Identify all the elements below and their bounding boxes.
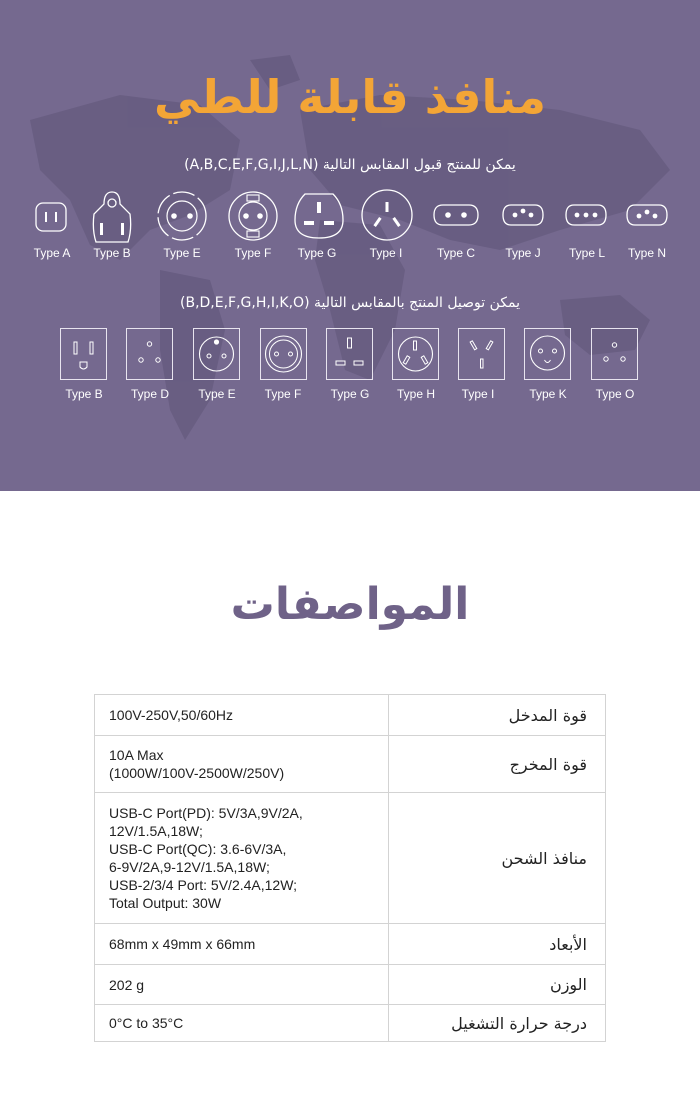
spec-label: الوزن bbox=[389, 965, 606, 1005]
socket-label-type-h: Type H bbox=[396, 387, 436, 401]
type-i-socket-icon bbox=[458, 328, 505, 380]
plug-label-type-a: Type A bbox=[33, 246, 71, 260]
type-d-socket-icon bbox=[126, 328, 173, 380]
socket-label-type-k: Type K bbox=[529, 387, 567, 401]
plug-label-type-i: Type I bbox=[369, 246, 403, 260]
plug-label-type-c: Type C bbox=[436, 246, 476, 260]
spec-value-line: 100V-250V,50/60Hz bbox=[109, 707, 234, 723]
type-n-plug-icon bbox=[626, 203, 668, 227]
type-f-socket-icon bbox=[260, 328, 307, 380]
table-row bbox=[95, 924, 606, 965]
spec-value bbox=[95, 736, 389, 793]
type-o-socket-icon bbox=[591, 328, 638, 380]
type-f-plug-icon bbox=[227, 190, 279, 242]
table-row bbox=[95, 965, 606, 1005]
type-l-plug-icon bbox=[565, 203, 607, 227]
plug-label-type-e: Type E bbox=[163, 246, 201, 260]
socket-label-type-d: Type D bbox=[130, 387, 170, 401]
spec-value-line: USB-C Port(PD): 5V/3A,9V/2A, bbox=[109, 805, 303, 821]
type-j-plug-icon bbox=[502, 203, 544, 227]
socket-label-type-i: Type I bbox=[461, 387, 495, 401]
plug-label-type-l: Type L bbox=[568, 246, 606, 260]
plug-label-type-b: Type B bbox=[93, 246, 131, 260]
type-h-socket-icon bbox=[392, 328, 439, 380]
spec-value-line: USB-2/3/4 Port: 5V/2.4A,12W; bbox=[109, 877, 298, 893]
spec-value-line: Total Output: 30W bbox=[109, 895, 222, 911]
spec-value-line: (1000W/100V-2500W/250V) bbox=[109, 765, 285, 781]
spec-label: درجة حرارة التشغيل bbox=[389, 1005, 606, 1042]
spec-value-line: 10A Max bbox=[109, 747, 164, 763]
spec-value bbox=[95, 793, 389, 924]
spec-value bbox=[95, 695, 389, 736]
spec-label: منافذ الشحن bbox=[389, 793, 606, 924]
spec-value bbox=[95, 1005, 389, 1042]
spec-label: قوة المخرج bbox=[389, 736, 606, 793]
table-row bbox=[95, 793, 606, 924]
spec-value bbox=[95, 924, 389, 965]
banner-title: منافذ قابلة للطي bbox=[154, 70, 546, 124]
plug-label-type-j: Type J bbox=[505, 246, 541, 260]
type-g-socket-icon bbox=[326, 328, 373, 380]
specs-table bbox=[94, 694, 606, 1042]
spec-value bbox=[95, 965, 389, 1005]
spec-value-line: 6-9V/2A,9-12V/1.5A,18W; bbox=[109, 859, 270, 875]
type-b-plug-icon bbox=[90, 190, 134, 244]
table-row bbox=[95, 695, 606, 736]
type-e-socket-icon bbox=[193, 328, 240, 380]
spec-value-line: 68mm x 49mm x 66mm bbox=[109, 936, 256, 952]
socket-label-type-b: Type B bbox=[65, 387, 103, 401]
plug-label-type-g: Type G bbox=[297, 246, 337, 260]
output-sockets-heading: يمكن توصيل المنتج بالمقابس التالية (B,D,E,F,G,H,I,K,O) bbox=[180, 295, 520, 311]
spec-value-line: 0°C to 35°C bbox=[109, 1015, 184, 1031]
socket-label-type-f: Type F bbox=[264, 387, 302, 401]
type-e-plug-icon bbox=[156, 190, 208, 242]
table-row bbox=[95, 1005, 606, 1042]
type-k-socket-icon bbox=[524, 328, 571, 380]
socket-label-type-g: Type G bbox=[330, 387, 370, 401]
spec-value-line: 202 g bbox=[109, 976, 145, 993]
type-a-plug-icon bbox=[35, 202, 67, 232]
type-g-plug-icon bbox=[293, 190, 345, 240]
socket-label-type-o: Type O bbox=[595, 387, 635, 401]
spec-label: الأبعاد bbox=[389, 924, 606, 965]
type-b-socket-icon bbox=[60, 328, 107, 380]
plug-label-type-n: Type N bbox=[627, 246, 667, 260]
hero-banner bbox=[0, 0, 700, 491]
table-row bbox=[95, 736, 606, 793]
plug-label-type-f: Type F bbox=[234, 246, 272, 260]
spec-label: قوة المدخل bbox=[389, 695, 606, 736]
type-i-plug-icon bbox=[360, 188, 414, 242]
type-c-plug-icon bbox=[433, 203, 479, 227]
spec-value-line: 12V/1.5A,18W; bbox=[109, 823, 203, 839]
specs-title: المواصفات bbox=[230, 579, 470, 630]
socket-label-type-e: Type E bbox=[198, 387, 236, 401]
input-plugs-heading: يمكن للمنتج قبول المقابس التالية (A,B,C,E,F,G,I,J,L,N) bbox=[184, 157, 516, 173]
spec-value-line: USB-C Port(QC): 3.6-6V/3A, bbox=[109, 841, 287, 857]
